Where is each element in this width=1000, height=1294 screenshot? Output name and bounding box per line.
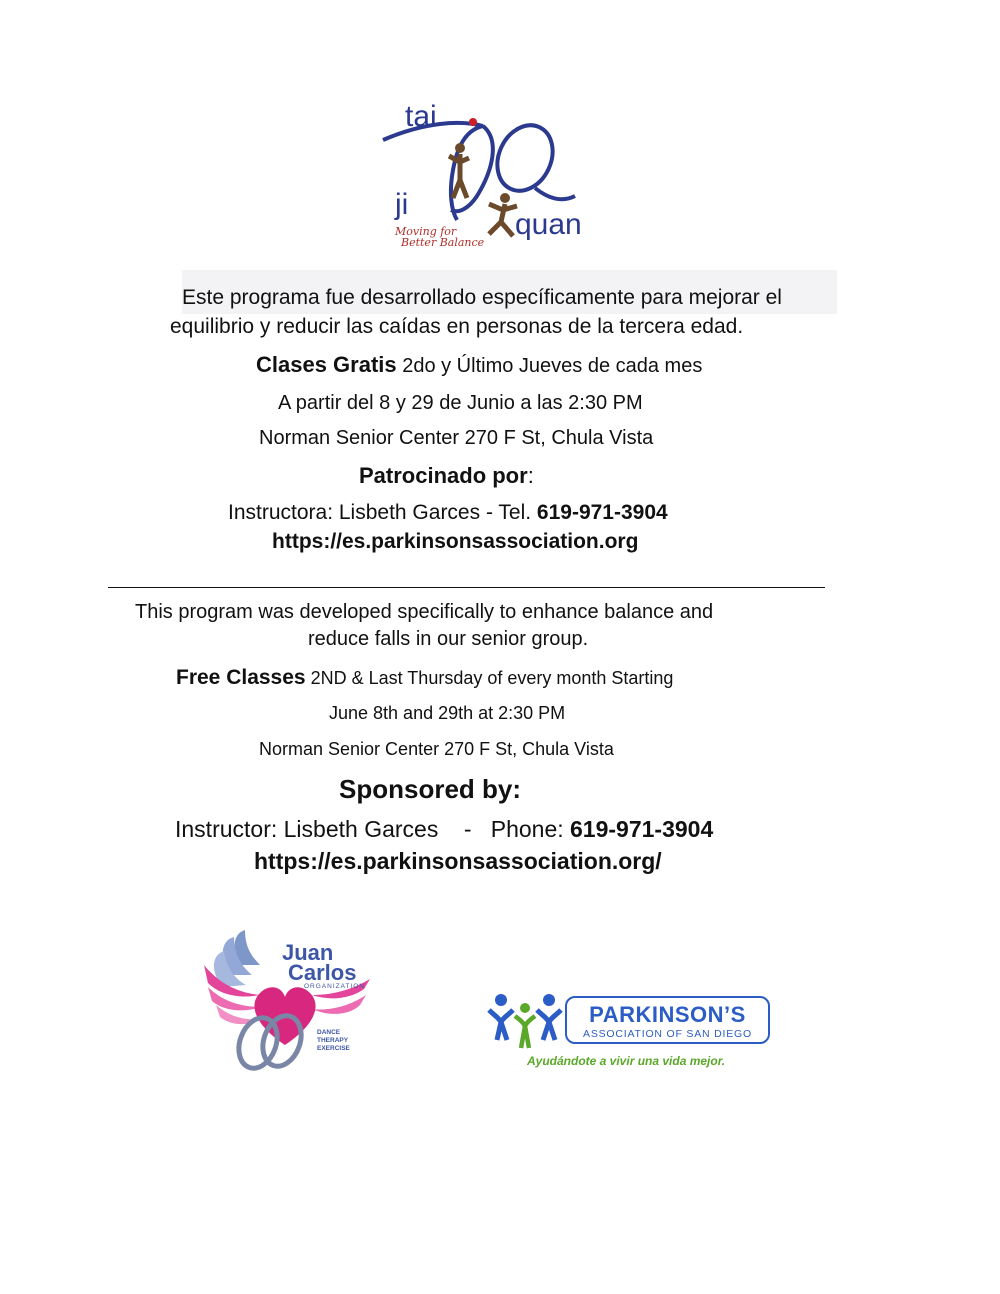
es-intro-line-1: Este programa fue desarrollado específicamente para mejorar el (182, 286, 782, 309)
jc-word-juan: Juan (282, 940, 334, 965)
es-classes-label: Clases Gratis (256, 352, 397, 377)
en-intro-line-1: This program was developed specifically to enhance balance and (135, 601, 714, 623)
en-phone: 619-971-3904 (570, 816, 714, 842)
en-sponsor-label: Sponsored by: (339, 774, 522, 804)
en-classes-text: 2ND & Last Thursday of every month Starting (305, 668, 674, 688)
es-phone: 619-971-3904 (536, 501, 668, 524)
parkinsons-slogan: Ayudándote a vivir una vida mejor. (527, 1054, 726, 1068)
es-sponsor-label: Patrocinado por (359, 463, 528, 488)
es-classes-line (256, 352, 702, 378)
parkinsons-name-box (565, 996, 770, 1044)
logo-word-tai: tai (405, 100, 437, 133)
en-classes-line (176, 666, 673, 690)
parkinsons-name: PARKINSON’S (589, 1002, 746, 1027)
en-instructor-text: Instructor: Lisbeth Garces - Phone: (175, 816, 571, 842)
jc-word-carlos: Carlos (288, 960, 357, 985)
jc-organization: ORGANIZATION (304, 983, 365, 990)
logo-word-quan: quan (515, 208, 582, 241)
parkinsons-people-icon (485, 990, 565, 1052)
logo-tagline-2: Better Balance (401, 236, 485, 249)
section-divider (108, 587, 825, 588)
en-website-link[interactable]: https://es.parkinsonsassociation.org/ (254, 848, 662, 874)
logo-word-ji: ji (395, 188, 409, 221)
jc-tag-dance: DANCE (317, 1029, 341, 1036)
logo-tagline-1: Moving for (395, 225, 457, 238)
jc-tag-exercise: EXERCISE (317, 1045, 350, 1052)
es-website-link[interactable]: https://es.parkinsonsassociation.org (272, 530, 639, 553)
es-instructor-text: Instructora: Lisbeth Garces - Tel. (228, 501, 537, 524)
en-location: Norman Senior Center 270 F St, Chula Vista (259, 739, 614, 759)
parkinsons-subtitle: ASSOCIATION OF SAN DIEGO (583, 1028, 752, 1040)
en-start-date: June 8th and 29th at 2:30 PM (329, 703, 566, 723)
parkinsons-association-logo (485, 990, 775, 1075)
juan-carlos-logo (200, 925, 375, 1075)
jc-tag-therapy: THERAPY (317, 1037, 349, 1044)
en-classes-label: Free Classes (176, 666, 306, 689)
es-classes-text: 2do y Último Jueves de cada mes (396, 355, 703, 377)
en-instructor-line (175, 816, 713, 843)
es-intro-line-2: equilibrio y reducir las caídas en personas de la tercera edad. (170, 315, 744, 338)
es-location: Norman Senior Center 270 F St, Chula Vista (259, 427, 654, 449)
es-sponsor-line (359, 463, 534, 489)
es-sponsor-colon: : (527, 463, 534, 488)
en-intro-line-2: reduce falls in our senior group. (308, 628, 589, 650)
es-start-date: A partir del 8 y 29 de Junio a las 2:30 PM (278, 392, 643, 414)
tai-ji-quan-logo (365, 100, 605, 250)
es-instructor-line (228, 501, 668, 525)
